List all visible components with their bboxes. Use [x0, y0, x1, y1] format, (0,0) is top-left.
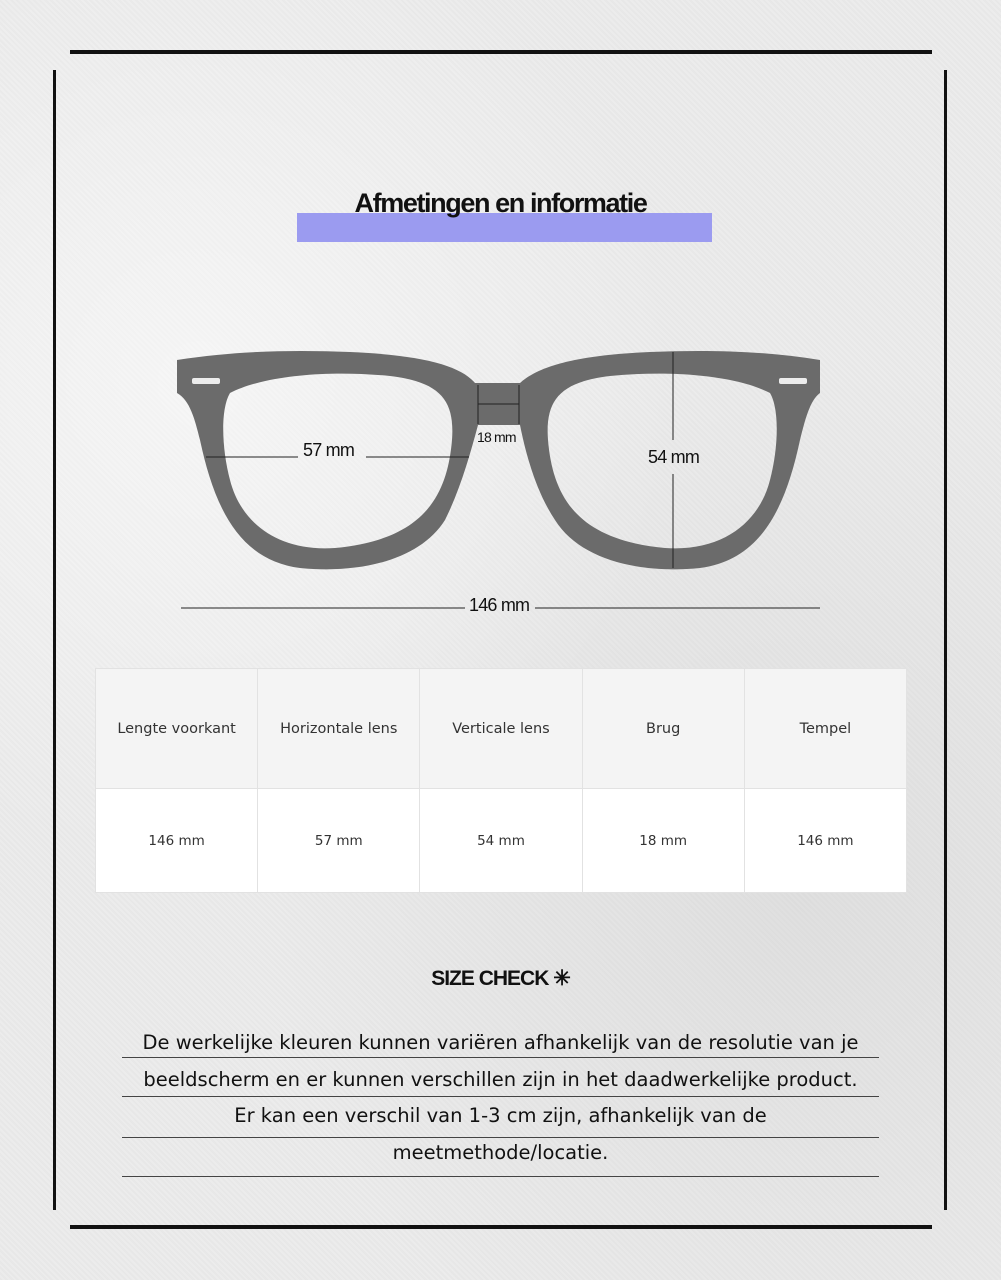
note-line-4: meetmethode/locatie. — [392, 1141, 609, 1164]
note-line-3: Er kan een verschil van 1-3 cm zijn, afhankelijk van de — [234, 1104, 767, 1127]
page-title: Afmetingen en informatie — [354, 188, 647, 218]
table-header-row — [96, 669, 907, 789]
lens-height-label: 54 mm — [648, 447, 700, 467]
right-hinge-slot — [779, 378, 807, 384]
value-temple: 146 mm — [744, 789, 906, 893]
note-underline-1 — [122, 1057, 879, 1058]
note-underline-3 — [122, 1137, 879, 1138]
header-horizontal-lens: Horizontale lens — [258, 669, 420, 789]
spec-table — [95, 668, 907, 893]
left-hinge-slot — [192, 378, 220, 384]
lens-width-label: 57 mm — [303, 440, 355, 460]
note-underline-2 — [122, 1096, 879, 1097]
table-row — [96, 789, 907, 893]
header-front-length: Lengte voorkant — [96, 669, 258, 789]
bridge-width-label: 18 mm — [477, 429, 516, 445]
note-line-1: De werkelijke kleuren kunnen variëren afhankelijk van de resolutie van je — [142, 1031, 859, 1054]
header-bridge: Brug — [582, 669, 744, 789]
header-vertical-lens: Verticale lens — [420, 669, 582, 789]
total-width-label: 146 mm — [469, 595, 530, 615]
header-temple: Tempel — [744, 669, 906, 789]
value-bridge: 18 mm — [582, 789, 744, 893]
frame-bottom-rule — [70, 1225, 932, 1229]
glasses-frame — [177, 351, 820, 569]
note-line-2: beeldscherm en er kunnen verschillen zijn in het daadwerkelijke product. — [143, 1068, 858, 1091]
note-underline-4 — [122, 1176, 879, 1177]
value-front-length: 146 mm — [96, 789, 258, 893]
value-vertical-lens: 54 mm — [420, 789, 582, 893]
size-check-title: SIZE CHECK ✳ — [431, 967, 570, 990]
value-horizontal-lens: 57 mm — [258, 789, 420, 893]
